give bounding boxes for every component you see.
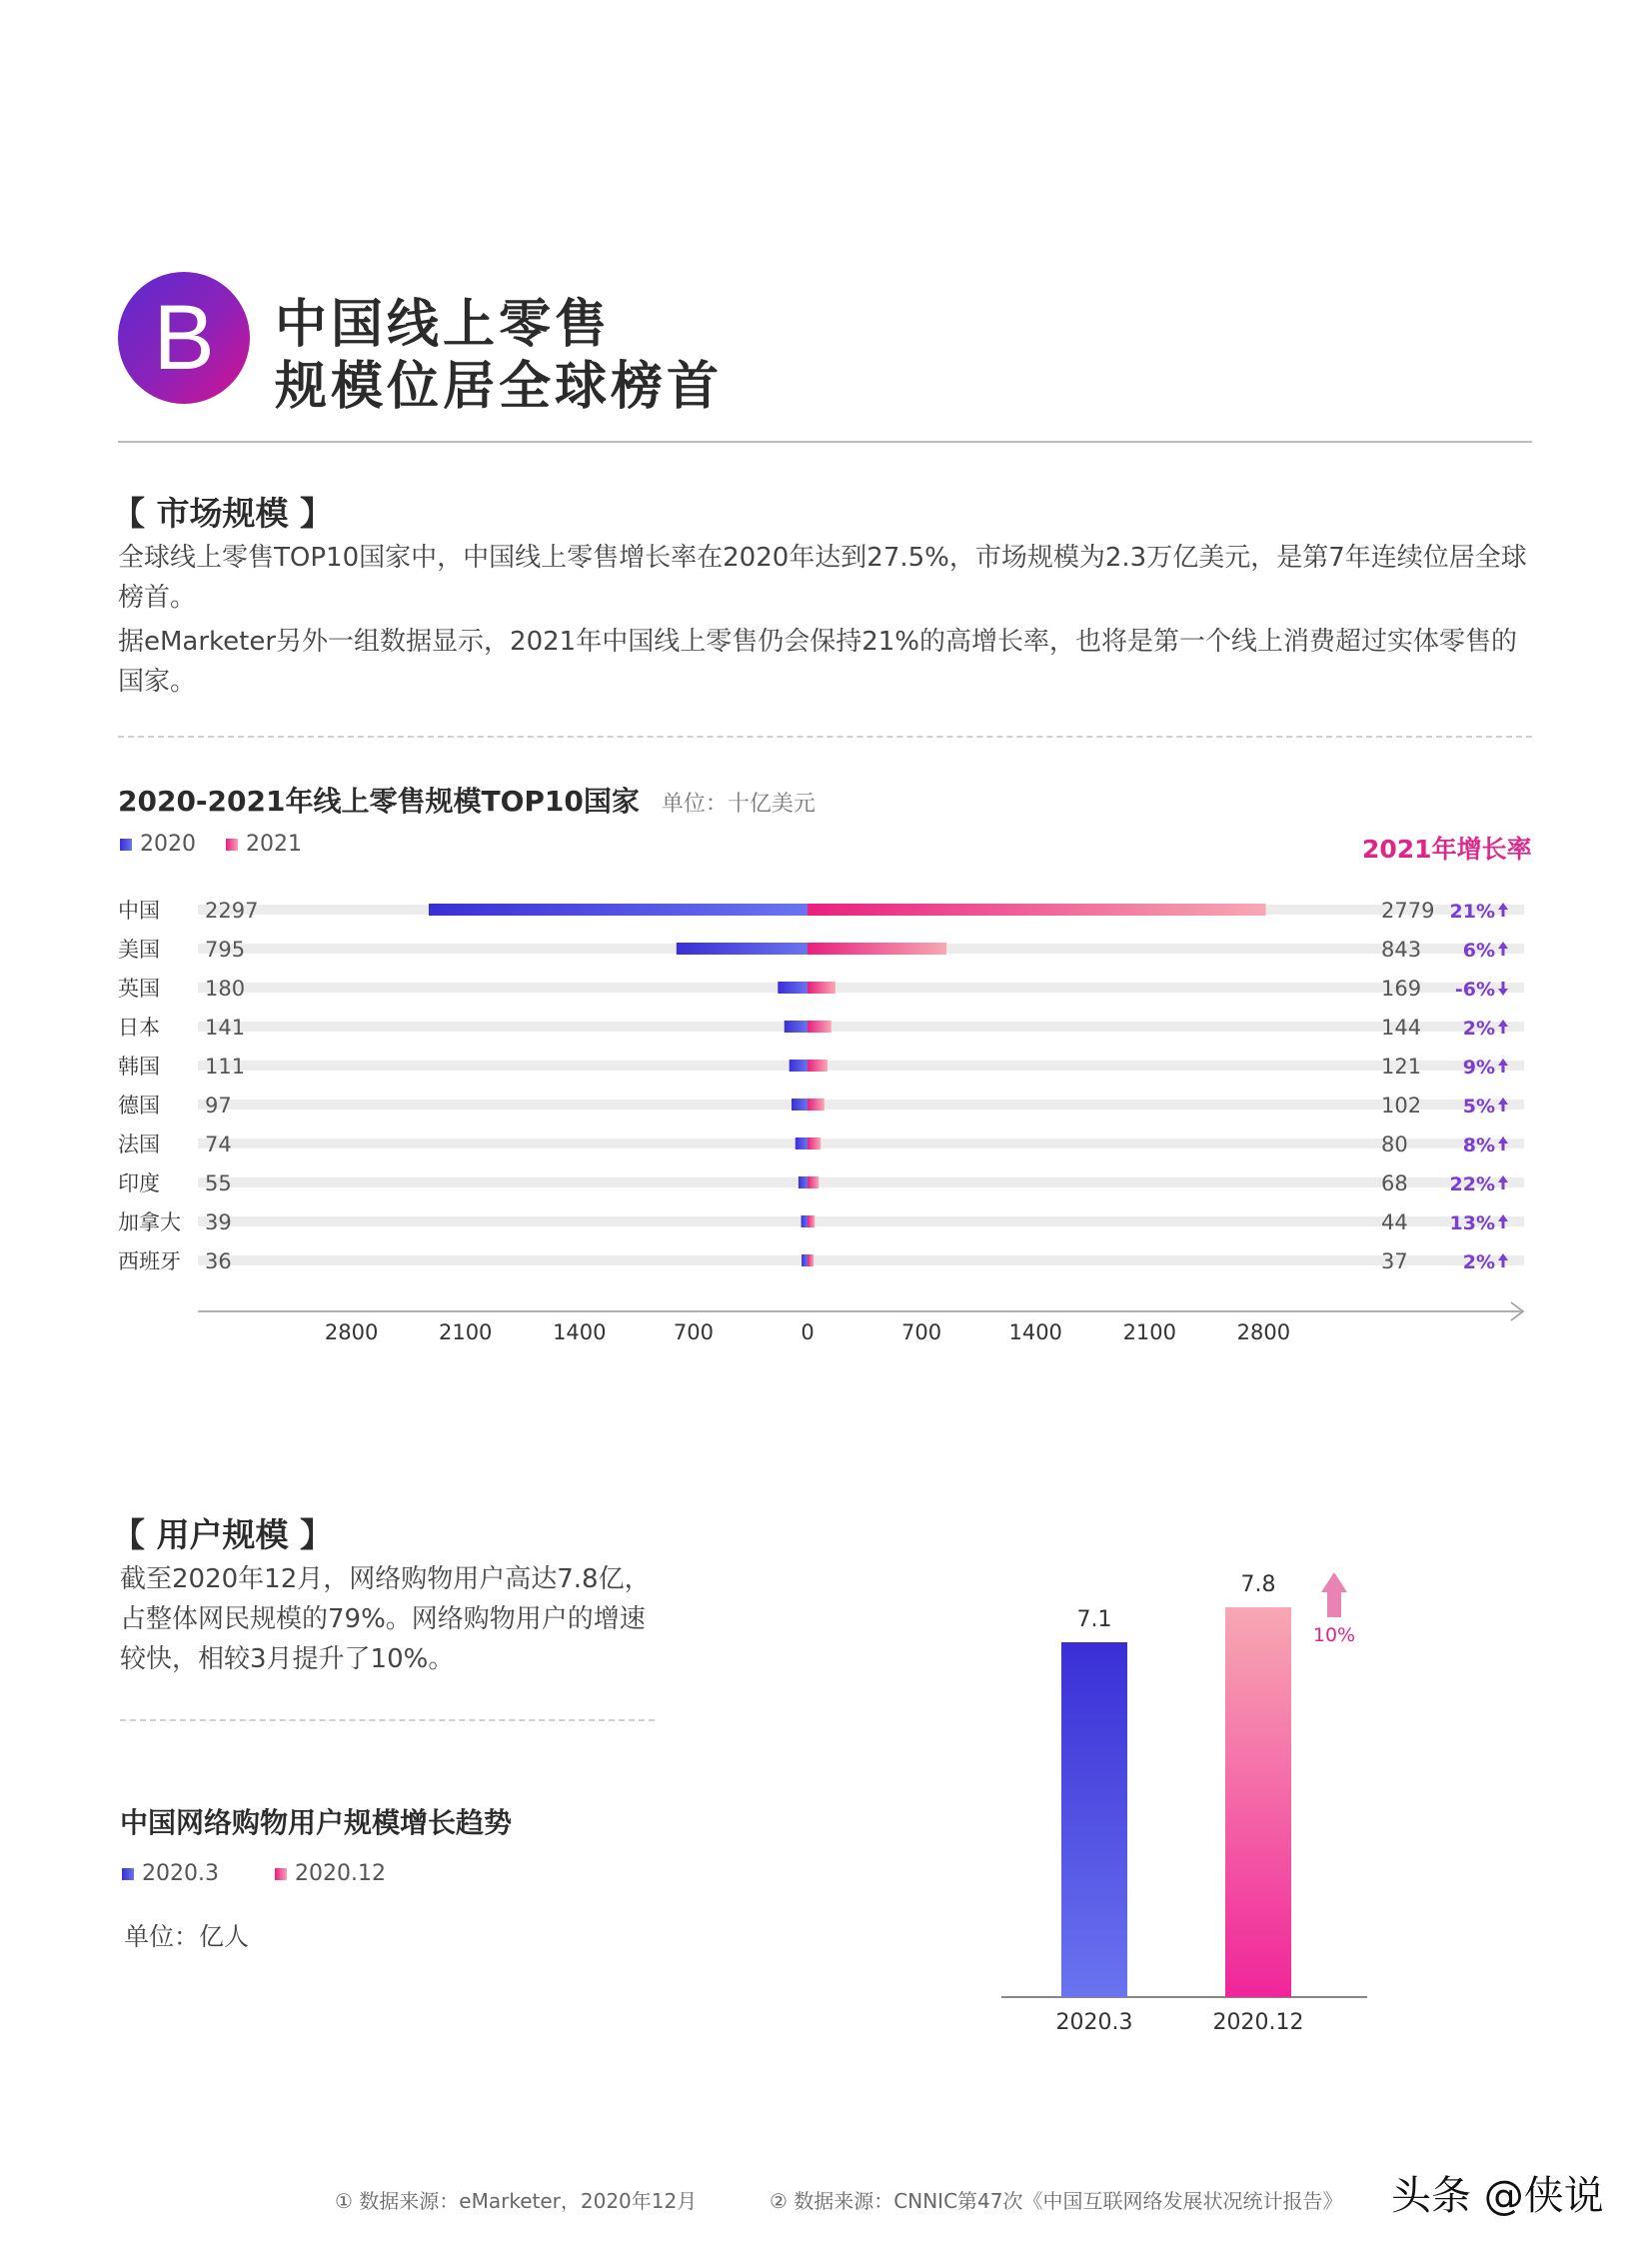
growth-arrow-stem xyxy=(1502,982,1505,989)
country-label: 西班牙 xyxy=(118,1249,181,1273)
country-label: 德国 xyxy=(118,1094,160,1118)
value-2020-label: 180 xyxy=(205,977,246,1001)
growth-label: 10% xyxy=(1312,1624,1356,1646)
growth-arrow-stem xyxy=(1502,1105,1505,1112)
legend-label-2020-12: 2020.12 xyxy=(294,1861,386,1886)
growth-rate-label: 9% xyxy=(1462,1057,1495,1079)
value-2021-label: 80 xyxy=(1381,1132,1408,1156)
bar-2020 xyxy=(796,1137,808,1149)
bar-2021 xyxy=(808,982,835,994)
legend-label-2020-3: 2020.3 xyxy=(142,1861,219,1886)
chart1-legend xyxy=(120,832,302,857)
chart2-title: 中国网络购物用户规模增长趋势 xyxy=(120,1806,513,1839)
legend-swatch-2020-12 xyxy=(275,1868,287,1880)
country-label: 日本 xyxy=(118,1016,160,1040)
chart2-legend xyxy=(122,1861,386,1886)
country-label: 美国 xyxy=(118,938,160,962)
users-divider xyxy=(120,1719,655,1721)
page-title-line2: 规模位居全球榜首 xyxy=(275,357,724,417)
market-paragraph-2: 据eMarketer另外一组数据显示，2021年中国线上零售仍会保持21%的高增长率，也将是第一个线上消费超过实体零售的国家。 xyxy=(118,627,1518,697)
value-2021-label: 121 xyxy=(1381,1055,1422,1079)
category-label: 2020.3 xyxy=(1055,2010,1133,2035)
page-title-line1: 中国线上零售 xyxy=(275,295,612,355)
section-badge xyxy=(118,272,250,404)
value-2021-label: 44 xyxy=(1381,1210,1408,1234)
user-bar xyxy=(1061,1642,1127,1997)
value-2020-label: 111 xyxy=(205,1055,246,1079)
users-heading: 【 用户规模 】 xyxy=(112,1515,333,1554)
growth-rate-label: 13% xyxy=(1449,1212,1495,1234)
bar-2021 xyxy=(808,904,1266,916)
value-2020-label: 55 xyxy=(205,1171,232,1195)
bar-track xyxy=(198,1216,1524,1226)
growth-arrow-stem xyxy=(1502,1221,1505,1228)
growth-rate-label: 6% xyxy=(1462,940,1495,962)
x-tick-label: 700 xyxy=(673,1320,714,1344)
growth-rate-label: 2% xyxy=(1462,1018,1495,1040)
badge-letter: B xyxy=(153,287,215,389)
growth-rate-label: 2% xyxy=(1462,1251,1495,1273)
country-label: 印度 xyxy=(118,1171,160,1195)
bar-track xyxy=(198,1061,1524,1071)
bar-track xyxy=(198,1138,1524,1148)
legend-swatch-2020 xyxy=(120,839,132,851)
country-label: 法国 xyxy=(118,1132,160,1156)
growth-up-arrow xyxy=(1321,1572,1347,1617)
bar-track xyxy=(198,1177,1524,1187)
bar-2021 xyxy=(808,1137,821,1149)
bar-2021 xyxy=(808,1176,819,1188)
x-tick-label: 700 xyxy=(901,1320,942,1344)
value-2021-label: 843 xyxy=(1381,938,1422,962)
growth-rate-label: 5% xyxy=(1462,1096,1495,1118)
butterfly-bar-chart xyxy=(0,860,1652,1379)
country-label: 中国 xyxy=(118,899,160,923)
value-2020-label: 74 xyxy=(205,1132,232,1156)
value-2021-label: 144 xyxy=(1381,1016,1422,1040)
bar-2021 xyxy=(808,1021,831,1033)
bar-2020 xyxy=(429,904,808,916)
header-divider xyxy=(118,441,1532,443)
growth-arrow-stem xyxy=(1502,1182,1505,1189)
value-2020-label: 39 xyxy=(205,1210,232,1234)
bar-2021 xyxy=(808,1060,827,1072)
category-label: 2020.12 xyxy=(1212,2010,1304,2035)
value-2020-label: 141 xyxy=(205,1016,246,1040)
legend-label-2020: 2020 xyxy=(140,832,196,857)
country-label: 英国 xyxy=(118,977,160,1001)
watermark: 头条 @侠说 xyxy=(1391,2173,1604,2219)
x-tick-label: 2100 xyxy=(438,1320,493,1344)
legend-label-2021: 2021 xyxy=(246,832,302,857)
growth-arrow-stem xyxy=(1502,1066,1505,1073)
growth-rate-label: 22% xyxy=(1449,1173,1495,1195)
growth-rate-label: 8% xyxy=(1462,1134,1495,1156)
bar-track xyxy=(198,983,1524,993)
growth-arrow-stem xyxy=(1502,949,1505,956)
value-2020-label: 36 xyxy=(205,1249,232,1273)
value-2021-label: 169 xyxy=(1381,977,1422,1001)
value-2021-label: 68 xyxy=(1381,1171,1408,1195)
bar-2020 xyxy=(785,1021,808,1033)
growth-arrow-stem xyxy=(1502,910,1505,917)
x-tick-label: 2800 xyxy=(324,1320,379,1344)
value-2020-label: 2297 xyxy=(205,899,259,923)
value-2020-label: 795 xyxy=(205,938,246,962)
x-tick-label: 0 xyxy=(801,1320,815,1344)
bar-2020 xyxy=(677,943,808,955)
bar-track xyxy=(198,1255,1524,1265)
users-paragraph: 截至2020年12月，网络购物用户高达7.8亿，占整体网民规模的79%。网络购物用户的增速较快，相较3月提升了10%。 xyxy=(120,1564,651,1674)
bar-2021 xyxy=(808,943,946,955)
user-scale-bar-chart xyxy=(979,1519,1399,2039)
value-2020-label: 97 xyxy=(205,1094,232,1118)
legend-swatch-2020-3 xyxy=(122,1868,134,1880)
chart1-title-row xyxy=(118,780,816,820)
growth-arrow-stem xyxy=(1502,1027,1505,1034)
value-2021-label: 2779 xyxy=(1381,899,1435,923)
market-paragraph-1: 全球线上零售TOP10国家中，中国线上零售增长率在2020年达到27.5%，市场规模为2.3万亿美元，是第7年连续位居全球榜首。 xyxy=(118,543,1527,613)
growth-arrow-stem xyxy=(1502,1260,1505,1267)
market-heading: 【 市场规模 】 xyxy=(112,494,333,533)
bar-2020 xyxy=(778,982,808,994)
bar-2020 xyxy=(802,1215,808,1227)
chart2-unit: 单位：亿人 xyxy=(124,1922,250,1951)
bar-value-label: 7.1 xyxy=(1076,1607,1112,1632)
bar-2020 xyxy=(802,1254,808,1266)
country-label: 韩国 xyxy=(118,1055,160,1079)
footnote-2: ② 数据来源：CNNIC第47次《中国互联网络发展状况统计报告》 xyxy=(770,2189,1343,2213)
user-bar xyxy=(1225,1607,1291,1997)
country-label: 加拿大 xyxy=(118,1210,181,1234)
value-2021-label: 37 xyxy=(1381,1249,1408,1273)
chart1-title: 2020-2021年线上零售规模TOP10国家 xyxy=(118,785,640,818)
market-divider xyxy=(118,736,1532,738)
value-2021-label: 102 xyxy=(1381,1094,1422,1118)
bar-2020 xyxy=(790,1060,808,1072)
growth-arrow-stem xyxy=(1502,1143,1505,1150)
x-tick-label: 2800 xyxy=(1236,1320,1291,1344)
bar-track xyxy=(198,1022,1524,1032)
bar-2021 xyxy=(808,1099,825,1111)
growth-rate-label: 21% xyxy=(1449,901,1495,923)
bar-2021 xyxy=(808,1215,815,1227)
growth-rate-label: -6% xyxy=(1454,979,1495,1001)
x-tick-label: 2100 xyxy=(1122,1320,1177,1344)
chart1-unit: 单位：十亿美元 xyxy=(661,792,816,817)
bar-2020 xyxy=(799,1176,808,1188)
x-tick-label: 1400 xyxy=(553,1320,607,1344)
bar-2021 xyxy=(808,1254,814,1266)
growth-rate-header: 2021年增长率 xyxy=(1362,835,1532,864)
bar-2020 xyxy=(792,1099,808,1111)
legend-swatch-2021 xyxy=(226,839,238,851)
footnote-1: ① 数据来源：eMarketer，2020年12月 xyxy=(335,2189,698,2213)
bar-track xyxy=(198,1100,1524,1110)
bar-value-label: 7.8 xyxy=(1240,1572,1276,1597)
x-tick-label: 1400 xyxy=(1008,1320,1062,1344)
